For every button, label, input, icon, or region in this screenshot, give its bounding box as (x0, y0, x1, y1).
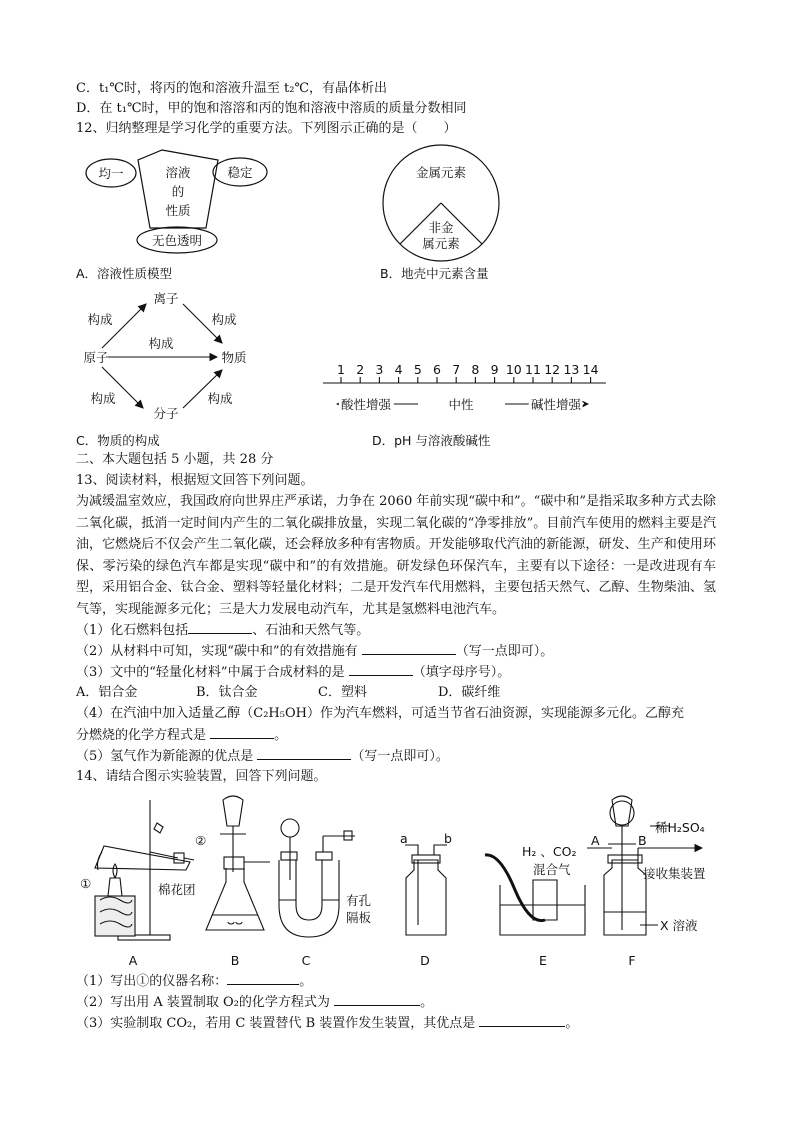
label-b: B (230, 953, 240, 968)
label-f: F (628, 953, 636, 968)
q14-sub-3: （3）实验制取 CO₂，若用 C 装置替代 B 装置作发生装置，其优点是 。 (76, 1016, 579, 1031)
q13-sub-4b: 分燃烧的化学方程式是 。 (76, 728, 288, 743)
ph-tick-label: 7 (452, 362, 461, 377)
label-plate-2: 隔板 (346, 910, 372, 925)
label-instrument-2: ② (195, 833, 207, 848)
answer-blank[interactable] (334, 993, 420, 1006)
q13-sub-2: （2）从材料中可知，实现“碳中和”的有效措施有 （写一点即可）。 (76, 644, 554, 659)
label-plate-1: 有孔 (346, 893, 372, 908)
d-base: 碱性增强 (530, 397, 582, 412)
section-2-heading: 二、本大题包括 5 小题，共 28 分 (76, 452, 274, 467)
d-acid: 酸性增强 (340, 397, 392, 412)
answer-blank[interactable] (227, 972, 299, 985)
b-caption: B．地壳中元素含量 (380, 266, 489, 281)
label-a: A (128, 953, 138, 968)
q13-option-b: B．钛合金 (196, 685, 258, 700)
ph-tick-label: 9 (490, 362, 499, 377)
apparatus-b (206, 796, 270, 930)
lab-apparatus (0, 785, 794, 970)
ph-tick-label: 13 (563, 362, 580, 377)
q13-option-c: C．塑料 (318, 685, 367, 700)
label-instrument-1: ① (80, 876, 92, 891)
option-d: D．在 t₁℃时，甲的饱和溶溶和丙的饱和溶液中溶质的质量分数相同 (76, 101, 467, 116)
answer-blank[interactable] (362, 642, 456, 655)
c-label-2: 构成 (211, 312, 237, 327)
answer-blank[interactable] (188, 621, 252, 634)
ph-tick-label: 14 (582, 362, 599, 377)
ph-tick-label: 6 (433, 362, 441, 377)
label-d: D (420, 953, 430, 968)
label-valve-a: A (591, 833, 600, 848)
a-center-bottom: 性质 (165, 203, 191, 218)
q13-passage: 为减缓温室效应，我国政府向世界庄严承诺，力争在 2060 年前实现“碳中和”。“碳中和”是指采取多种方式去除二氧化碳，抵消一定时间内产生的二氧化碳排放量，实现二氧化碳的“净零排放”。目前汽车使用的燃料主要是汽油，它燃烧后不仅会产生二氧化碳，还会释放多种有害物质。开发能够取代汽油的新能源，研发、生产和使用环保、零污染的绿色汽车都是实现“碳中和”的有效措施。研发绿色环保汽车，主要有以下途径：一是改进现有车型，采用铝合金、钛合金、塑料等轻量化材料；二是开发汽车代用燃料，主要包括天然气、乙醇、生物柴油、氢气等，实现能源多元化；三是大力发展电动汽车，尤其是氢燃料电池汽车。 (76, 494, 716, 617)
ph-tick-label: 8 (471, 362, 480, 377)
matter-composition (102, 304, 222, 408)
answer-blank[interactable] (257, 747, 351, 760)
ph-tick-label: 4 (394, 362, 403, 377)
c-substance: 物质 (221, 350, 247, 365)
ph-tick-label: 5 (413, 362, 422, 377)
q14-sub-1: （1）写出①的仪器名称： 。 (76, 974, 313, 989)
ph-tick-label: 1 (337, 362, 345, 377)
option-c: C．t₁℃时，将丙的饱和溶液升温至 t₂℃，有晶体析出 (76, 81, 388, 96)
q13-sub-3: （3）文中的“轻量化材料”中属于合成材料的是 （填字母序号）。 (76, 665, 511, 680)
label-x-solution: X 溶液 (660, 918, 698, 933)
q13-option-d: D．碳纤维 (438, 685, 501, 700)
q13-sub-5: （5）氢气作为新能源的优点是 （写一点即可）。 (76, 749, 449, 764)
a-center-top: 溶液 (165, 165, 191, 180)
answer-blank[interactable] (349, 663, 413, 676)
d-caption: D．pH 与溶液酸碱性 (372, 433, 491, 448)
apparatus-c (279, 819, 355, 937)
answer-blank[interactable] (479, 1014, 565, 1027)
c-label-4: 构成 (90, 391, 116, 406)
c-label-5: 构成 (207, 391, 233, 406)
q13-sub-1: （1）化石燃料包括 、石油和天然气等。 (76, 623, 370, 638)
q14-sub-2: （2）写出用 A 装置制取 O₂的化学方程式为 。 (76, 995, 434, 1010)
c-atom: 原子 (83, 350, 109, 365)
c-ion: 离子 (153, 291, 179, 306)
label-gas-2: 混合气 (533, 862, 571, 877)
a-caption: A．溶液性质模型 (76, 266, 173, 281)
q12-diagrams (0, 138, 794, 458)
c-label-1: 构成 (87, 312, 113, 327)
ph-tick-label: 11 (525, 362, 541, 377)
label-c: C (301, 953, 311, 968)
label-cotton: 棉花团 (158, 882, 196, 897)
question-12: 12、归纳整理是学习化学的重要方法。下列图示正确的是（ ） (76, 121, 457, 136)
a-center-mid: 的 (171, 184, 185, 199)
question-13: 13、阅读材料，根据短文回答下列问题。 (76, 473, 314, 488)
q13-option-a: A．铝合金 (76, 685, 138, 700)
a-right: 稳定 (227, 165, 253, 180)
c-caption: C．物质的构成 (76, 433, 160, 448)
b-inner-2: 属元素 (422, 236, 460, 251)
label-acid: 稀H₂SO₄ (655, 820, 705, 835)
c-label-3: 构成 (148, 336, 174, 351)
label-gas-1: H₂ 、CO₂ (522, 844, 577, 859)
label-port-b: b (444, 831, 452, 846)
a-left: 均一 (98, 166, 124, 181)
ph-tick-label: 2 (356, 362, 365, 377)
apparatus-d (405, 845, 447, 935)
a-bottom: 无色透明 (151, 233, 203, 248)
apparatus-a (95, 800, 194, 940)
label-port-a: a (400, 831, 408, 846)
d-neutral: 中性 (448, 397, 474, 412)
label-valve-b: B (638, 833, 647, 848)
label-e: E (539, 953, 547, 968)
ph-tick-label: 12 (544, 362, 561, 377)
question-14: 14、请结合图示实验装置，回答下列问题。 (76, 769, 327, 784)
label-collect: 接收集装置 (643, 866, 706, 881)
c-molecule: 分子 (153, 406, 179, 421)
b-top: 金属元素 (415, 165, 467, 180)
answer-blank[interactable] (210, 726, 274, 739)
q13-sub-4: （4）在汽油中加入适量乙醇（C₂H₅OH）作为汽车燃料，可适当节省石油资源，实现能源多元化。乙醇充 (76, 706, 684, 721)
ph-tick-label: 3 (375, 362, 384, 377)
ph-tick-label: 10 (505, 362, 522, 377)
b-inner-1: 非金 (428, 220, 454, 235)
